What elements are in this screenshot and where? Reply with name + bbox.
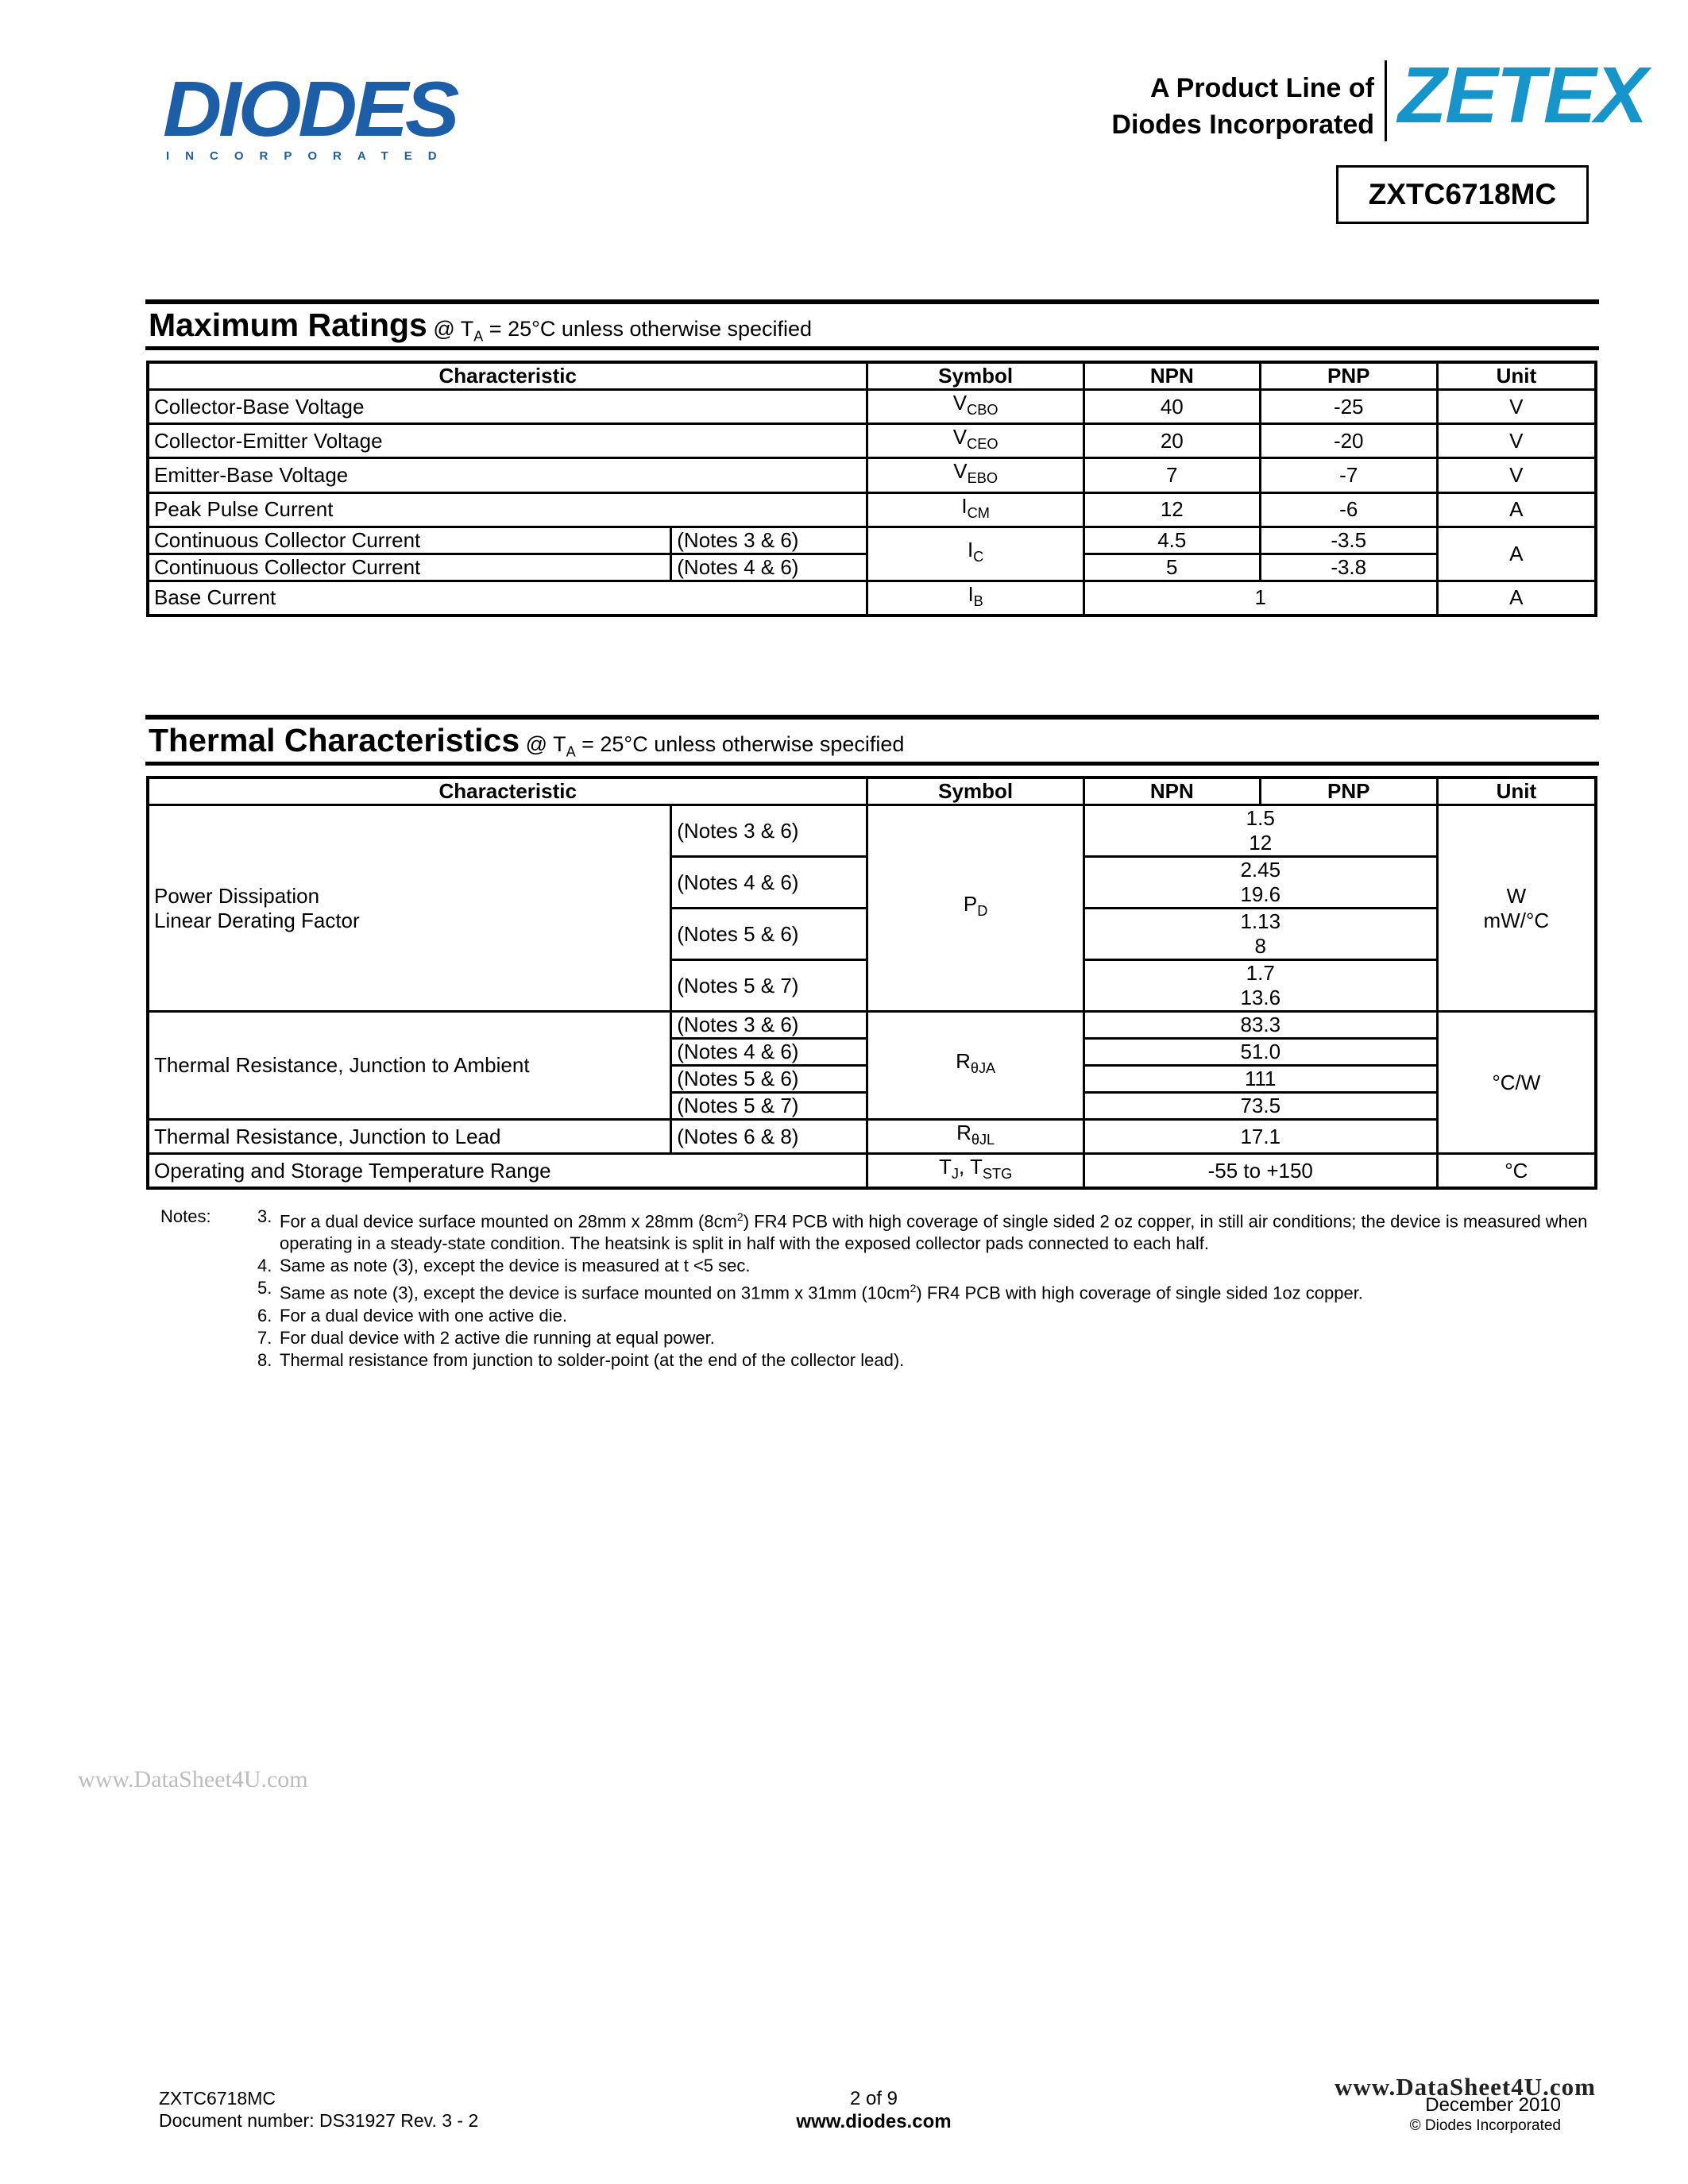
note-number: 5. (257, 1278, 272, 1298)
characteristic-cell: Collector-Emitter Voltage (148, 424, 867, 458)
footer-page-number: 2 of 9 (849, 2088, 898, 2109)
note-sup: 2 (910, 1282, 917, 1295)
product-line-1: A Product Line of (1149, 73, 1374, 103)
note-cell: (Notes 5 & 7) (671, 1093, 867, 1120)
col-npn: NPN (1083, 362, 1260, 390)
unit-cell: A (1437, 581, 1596, 615)
pnp-cell: -3.5 (1260, 527, 1437, 554)
npn-cell: 7 (1083, 458, 1260, 492)
note-sup: 2 (736, 1210, 744, 1223)
symbol-sub: CEO (967, 436, 999, 453)
pnp-cell: -20 (1260, 424, 1437, 458)
pnp-cell: -6 (1260, 492, 1437, 527)
symbol: , T (958, 1155, 983, 1179)
section-rule (145, 299, 1599, 304)
symbol-sub: STG (982, 1166, 1013, 1183)
symbol-cell (867, 424, 1083, 458)
note-text: ) FR4 PCB with high coverage of single sided 2 oz copper, in still air conditions; the device is measured when operating in a steady-state condition. The heatsink is split in half with the exposed collector pads connected to each half. (280, 1211, 1588, 1254)
npn-cell: 40 (1083, 390, 1260, 424)
col-pnp: PNP (1260, 778, 1437, 805)
symbol-cell (867, 1120, 1083, 1154)
unit-cell: °C (1437, 1154, 1596, 1189)
value-cell (1083, 857, 1437, 909)
value-cell: -55 to +150 (1083, 1154, 1437, 1189)
note-text: For a dual device surface mounted on 28mm x 28mm (8cm (280, 1211, 737, 1232)
symbol: P (963, 892, 978, 916)
value-cell (1083, 960, 1437, 1012)
symbol: I (961, 493, 968, 518)
col-pnp: PNP (1260, 362, 1437, 390)
value-w: 1.7 (1246, 961, 1275, 985)
symbol: I (967, 538, 974, 562)
pnp-cell: -25 (1260, 390, 1437, 424)
value-cell: 17.1 (1083, 1120, 1437, 1154)
note-cell: (Notes 5 & 6) (671, 909, 867, 960)
value-derating: 12 (1249, 831, 1273, 855)
derating-label: Linear Derating Factor (154, 908, 360, 932)
unit-cell: A (1437, 527, 1596, 581)
characteristic-cell: Operating and Storage Temperature Range (148, 1154, 867, 1189)
note-cell: (Notes 3 & 6) (671, 805, 867, 857)
notes-label: Notes: (160, 1206, 211, 1226)
header-divider (1385, 60, 1387, 141)
power-dissipation-label: Power Dissipation (154, 883, 320, 908)
note-text: For a dual device with one active die. (280, 1305, 567, 1325)
symbol: V (952, 425, 968, 450)
characteristic-cell: Emitter-Base Voltage (148, 458, 867, 492)
condition-prefix: @ T (525, 732, 566, 756)
table-row (148, 581, 1596, 615)
characteristic-cell: Continuous Collector Current (148, 527, 671, 554)
symbol-sub: CBO (967, 402, 999, 419)
table-row (148, 527, 1596, 554)
footer-url-link[interactable]: www.diodes.com (796, 2111, 952, 2132)
note-cell: (Notes 6 & 8) (671, 1120, 867, 1154)
value-derating: 19.6 (1240, 882, 1281, 906)
logo-wordmark: DIODES (163, 65, 457, 152)
value-w: 1.13 (1240, 909, 1281, 933)
unit-cell: V (1437, 458, 1596, 492)
symbol-sub: J (951, 1166, 959, 1183)
note-cell: (Notes 5 & 7) (671, 960, 867, 1012)
note-number: 3. (257, 1206, 272, 1226)
value-cell (1083, 909, 1437, 960)
symbol-cell (867, 805, 1083, 1012)
value-cell: 83.3 (1083, 1012, 1437, 1039)
value-cell: 111 (1083, 1066, 1437, 1093)
symbol-cell (867, 492, 1083, 527)
section-rule (145, 715, 1599, 720)
note-number: 7. (257, 1327, 272, 1348)
note-cell: (Notes 5 & 6) (671, 1066, 867, 1093)
section-rule (145, 762, 1599, 766)
unit-cell: V (1437, 424, 1596, 458)
col-symbol: Symbol (867, 362, 1083, 390)
symbol: V (953, 459, 968, 484)
max-ratings-title: Maximum Ratings (149, 307, 427, 343)
thermal-heading (149, 722, 904, 760)
symbol: R (956, 1121, 971, 1144)
symbol-sub: B (973, 592, 983, 609)
note-text: Same as note (3), except the device is surface mounted on 31mm x 31mm (10cm (280, 1283, 910, 1303)
footer-center (715, 2087, 1033, 2133)
npn-cell: 12 (1083, 492, 1260, 527)
note-number: 8. (257, 1349, 272, 1370)
symbol-sub: θJA (970, 1060, 996, 1077)
npn-cell: 4.5 (1083, 527, 1260, 554)
npn-cell: 5 (1083, 554, 1260, 581)
symbol: I (968, 581, 974, 606)
table-row (148, 1012, 1596, 1039)
col-characteristic: Characteristic (148, 362, 867, 390)
zetex-logo: ZETEX (1398, 51, 1647, 140)
product-line-2: Diodes Incorporated (1111, 110, 1374, 140)
note-text: Thermal resistance from junction to solder-point (at the end of the collector lead). (280, 1349, 905, 1370)
npn-cell: 20 (1083, 424, 1260, 458)
note-text: Same as note (3), except the device is measured at t <5 sec. (280, 1256, 751, 1276)
table-row (148, 805, 1596, 857)
symbol-sub: C (973, 549, 984, 565)
pnp-cell: -3.8 (1260, 554, 1437, 581)
watermark-left: www.DataSheet4U.com (78, 1766, 308, 1792)
value-derating: 13.6 (1240, 986, 1281, 1009)
col-unit: Unit (1437, 778, 1596, 805)
value-cell: 1 (1083, 581, 1437, 615)
table-header-row (148, 362, 1596, 390)
symbol: R (956, 1049, 971, 1074)
col-npn: NPN (1083, 778, 1260, 805)
table-row (148, 1120, 1596, 1154)
note-text: ) FR4 PCB with high coverage of single sided 1oz copper. (916, 1283, 1363, 1303)
footer-left (159, 2087, 478, 2132)
characteristic-cell: Peak Pulse Current (148, 492, 867, 527)
note-cell: (Notes 4 & 6) (671, 1039, 867, 1066)
footer-right (1410, 2095, 1561, 2136)
col-characteristic: Characteristic (148, 778, 867, 805)
characteristic-cell: Continuous Collector Current (148, 554, 671, 581)
unit-cell: V (1437, 390, 1596, 424)
symbol-sub: EBO (967, 470, 998, 487)
max-ratings-table (146, 361, 1597, 617)
note-cell: (Notes 3 & 6) (671, 527, 867, 554)
symbol-cell (867, 527, 1083, 581)
note-cell: (Notes 3 & 6) (671, 1012, 867, 1039)
table-row (148, 1154, 1596, 1189)
condition-text: = 25°C unless otherwise specified (575, 732, 905, 756)
table-row (148, 458, 1596, 492)
note-cell: (Notes 4 & 6) (671, 554, 867, 581)
table-row (148, 424, 1596, 458)
note-number: 4. (257, 1256, 272, 1276)
unit-cell: A (1437, 492, 1596, 527)
note-item (257, 1305, 1592, 1327)
symbol: V (952, 391, 968, 415)
watermark-right: www.DataSheet4U.com (1335, 2073, 1596, 2101)
table-header-row (148, 778, 1596, 805)
unit-w: W (1506, 883, 1527, 908)
footer-date: December 2010 (1425, 2094, 1561, 2116)
unit-cell (1437, 805, 1596, 1012)
condition-prefix: @ T (433, 317, 474, 341)
value-w: 2.45 (1240, 858, 1281, 882)
max-ratings-heading (149, 307, 812, 345)
diodes-logo (163, 65, 457, 163)
notes-list (257, 1206, 1592, 1372)
product-line-text (1111, 70, 1374, 143)
note-item (257, 1327, 1592, 1349)
col-unit: Unit (1437, 362, 1596, 390)
characteristic-cell: Base Current (148, 581, 867, 615)
symbol: T (939, 1155, 952, 1179)
note-cell: (Notes 4 & 6) (671, 857, 867, 909)
characteristic-cell: Thermal Resistance, Junction to Ambient (148, 1012, 671, 1120)
symbol-cell (867, 1154, 1083, 1189)
unit-derating: mW/°C (1483, 908, 1550, 932)
symbol-sub: θJL (971, 1132, 995, 1148)
note-item (257, 1206, 1592, 1255)
value-cell: 73.5 (1083, 1093, 1437, 1120)
thermal-title: Thermal Characteristics (149, 722, 520, 758)
pnp-cell: -7 (1260, 458, 1437, 492)
note-number: 6. (257, 1305, 272, 1325)
thermal-table (146, 776, 1597, 1190)
value-w: 1.5 (1246, 806, 1275, 830)
note-item (257, 1349, 1592, 1372)
symbol-sub: D (977, 903, 988, 920)
footer-copyright: © Diodes Incorporated (1409, 2117, 1561, 2134)
characteristic-cell (148, 805, 671, 1012)
symbol-cell (867, 1012, 1083, 1120)
table-row (148, 492, 1596, 527)
symbol-cell (867, 458, 1083, 492)
table-row (148, 390, 1596, 424)
part-number-box: ZXTC6718MC (1336, 165, 1589, 224)
col-symbol: Symbol (867, 778, 1083, 805)
section-rule (145, 346, 1599, 350)
symbol-cell (867, 581, 1083, 615)
condition-sub: A (566, 743, 576, 760)
value-cell: 51.0 (1083, 1039, 1437, 1066)
logo-subtext: INCORPORATED (166, 149, 453, 163)
value-cell (1083, 805, 1437, 857)
value-derating: 8 (1254, 934, 1266, 958)
note-item (257, 1255, 1592, 1277)
note-text: For dual device with 2 active die running at equal power. (280, 1327, 715, 1348)
unit-cell: °C/W (1437, 1012, 1596, 1154)
condition-sub: A (473, 328, 484, 345)
footer-part-number: ZXTC6718MC (159, 2088, 276, 2109)
characteristic-cell: Thermal Resistance, Junction to Lead (148, 1120, 671, 1154)
condition-text: = 25°C unless otherwise specified (483, 317, 813, 341)
characteristic-cell: Collector-Base Voltage (148, 390, 867, 424)
note-item (257, 1277, 1592, 1304)
footer-document-number: Document number: DS31927 Rev. 3 - 2 (159, 2110, 479, 2131)
symbol-sub: CM (967, 504, 990, 521)
symbol-cell (867, 390, 1083, 424)
